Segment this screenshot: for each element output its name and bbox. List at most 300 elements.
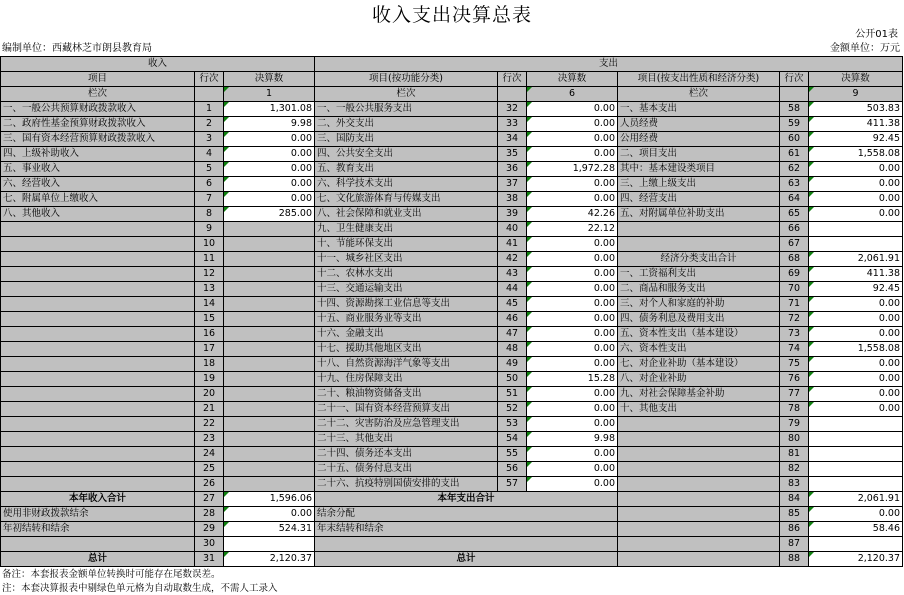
expense-func-amount[interactable]: 0.00: [527, 297, 618, 312]
expense-func-amount[interactable]: 0.00: [527, 147, 618, 162]
income-rowno: 25: [195, 462, 224, 477]
expense-econ-amount[interactable]: 1,558.08: [809, 147, 903, 162]
income-item-label: 八、其他收入: [1, 207, 195, 222]
expense-econ-label: 二、项目支出: [618, 147, 780, 162]
income-rowno: 13: [195, 282, 224, 297]
income-rowno: 23: [195, 432, 224, 447]
income-item-label: [1, 267, 195, 282]
expense-econ-label: 四、债务利息及费用支出: [618, 312, 780, 327]
expense-econ-rowno: 63: [780, 177, 809, 192]
expense-econ-label: 八、对企业补助: [618, 372, 780, 387]
totals-row: [1, 537, 903, 552]
expense-func-label: 十七、援助其他地区支出: [315, 342, 498, 357]
table-body: [1, 102, 903, 492]
expense-func-label: 八、社会保障和就业支出: [315, 207, 498, 222]
income-amount[interactable]: 0.00: [224, 192, 315, 207]
header-columns-row: [1, 72, 903, 87]
footer-note-2: 注：本套决算报表中剔绿色单元格为自动取数生成，不需人工录入: [2, 583, 278, 594]
begin-label: 年初结转和结余: [1, 522, 195, 537]
expense-func-amount[interactable]: 0.00: [527, 402, 618, 417]
income-rowno: 5: [195, 162, 224, 177]
expense-econ-amount[interactable]: [809, 432, 903, 447]
expense-econ-rowno: 69: [780, 267, 809, 282]
table-row: [1, 252, 903, 267]
income-amount[interactable]: 0.00: [224, 162, 315, 177]
table-row: [1, 402, 903, 417]
expense-econ-amount[interactable]: [809, 447, 903, 462]
blank-rowno: 30: [195, 537, 224, 552]
income-rowno: 22: [195, 417, 224, 432]
income-amount[interactable]: [224, 402, 315, 417]
table-row: [1, 117, 903, 132]
income-amount[interactable]: [224, 342, 315, 357]
income-rowno: 26: [195, 477, 224, 492]
lanci-col-9: 9: [809, 87, 903, 102]
expense-econ-amount[interactable]: 92.45: [809, 282, 903, 297]
income-item-label: [1, 447, 195, 462]
totals-row: [1, 522, 903, 537]
income-item-label: [1, 357, 195, 372]
grand-total-blank: [618, 552, 780, 567]
expense-econ-label: 三、上缴上级支出: [618, 177, 780, 192]
expense-func-rowno: 53: [498, 417, 527, 432]
report-title: 收入支出决算总表: [371, 4, 532, 26]
lanci-empty: [780, 87, 809, 102]
expense-econ-amount[interactable]: 503.83: [809, 102, 903, 117]
income-amount[interactable]: 0.00: [224, 177, 315, 192]
expense-func-label: 十五、商业服务业等支出: [315, 312, 498, 327]
expense-econ-amount[interactable]: 0.00: [809, 162, 903, 177]
grand-total-expense-value[interactable]: 2,120.37: [809, 552, 903, 567]
reporting-unit: 编制单位：西藏林芝市朗县教育局: [2, 43, 152, 54]
expense-func-amount[interactable]: 1,972.28: [527, 162, 618, 177]
grand-total-row: [1, 552, 903, 567]
income-amount[interactable]: [224, 282, 315, 297]
expense-econ-amount[interactable]: 0.00: [809, 387, 903, 402]
table-row: [1, 297, 903, 312]
expense-total-value[interactable]: 2,061.91: [809, 492, 903, 507]
header-income: 收入: [1, 57, 315, 72]
income-rowno: 4: [195, 147, 224, 162]
table-row: [1, 237, 903, 252]
expense-econ-rowno: 64: [780, 192, 809, 207]
blank-value[interactable]: [224, 537, 315, 552]
expense-econ-label: 十、其他支出: [618, 402, 780, 417]
expense-econ-label: [618, 237, 780, 252]
expense-econ-rowno: 82: [780, 462, 809, 477]
lanci-label: 栏次: [1, 87, 195, 102]
income-total-label: 本年收入合计: [1, 492, 195, 507]
expense-econ-amount[interactable]: 0.00: [809, 402, 903, 417]
table-row: [1, 222, 903, 237]
income-amount[interactable]: 0.00: [224, 147, 315, 162]
income-item-label: [1, 297, 195, 312]
grand-total-rowno: 88: [780, 552, 809, 567]
expense-func-rowno: 43: [498, 267, 527, 282]
table-row: [1, 282, 903, 297]
surplus-dist-label: 结余分配: [315, 507, 618, 522]
grand-total-label: 总计: [1, 552, 195, 567]
header-item-func: 项目(按功能分类): [315, 72, 498, 87]
expense-func-amount[interactable]: 15.28: [527, 372, 618, 387]
expense-func-amount[interactable]: 0.00: [527, 327, 618, 342]
income-amount[interactable]: [224, 267, 315, 282]
expense-econ-amount[interactable]: 0.00: [809, 177, 903, 192]
expense-econ-label: 三、对个人和家庭的补助: [618, 297, 780, 312]
surplus-dist-value[interactable]: 0.00: [809, 507, 903, 522]
expense-econ-label: [618, 432, 780, 447]
table-row: [1, 447, 903, 462]
expense-func-amount[interactable]: 0.00: [527, 192, 618, 207]
begin-value[interactable]: 524.31: [224, 522, 315, 537]
lanci-label: 栏次: [618, 87, 780, 102]
income-item-label: [1, 402, 195, 417]
income-item-label: [1, 237, 195, 252]
income-rowno: 21: [195, 402, 224, 417]
expense-econ-rowno: 70: [780, 282, 809, 297]
expense-func-amount[interactable]: 0.00: [527, 342, 618, 357]
table-row: [1, 357, 903, 372]
expense-econ-label: 人员经费: [618, 117, 780, 132]
expense-econ-label: 七、对企业补助（基本建设）: [618, 357, 780, 372]
blank-rowno: 87: [780, 537, 809, 552]
income-item-label: 七、附属单位上缴收入: [1, 192, 195, 207]
header-rowno: 行次: [195, 72, 224, 87]
expense-econ-rowno: 83: [780, 477, 809, 492]
income-rowno: 17: [195, 342, 224, 357]
grand-total-rowno: 31: [195, 552, 224, 567]
expense-func-label: 十二、农林水支出: [315, 267, 498, 282]
table-row: [1, 432, 903, 447]
expense-econ-label: [618, 417, 780, 432]
expense-func-amount[interactable]: 0.00: [527, 462, 618, 477]
expense-econ-label: 公用经费: [618, 132, 780, 147]
table-row: [1, 192, 903, 207]
income-item-label: [1, 282, 195, 297]
expense-econ-rowno: 60: [780, 132, 809, 147]
expense-econ-rowno: 65: [780, 207, 809, 222]
expense-func-rowno: 37: [498, 177, 527, 192]
table-row: [1, 417, 903, 432]
expense-func-amount[interactable]: 0.00: [527, 357, 618, 372]
income-amount[interactable]: [224, 222, 315, 237]
expense-econ-amount[interactable]: 411.38: [809, 117, 903, 132]
expense-func-label: 二、外交支出: [315, 117, 498, 132]
blank-label: [618, 537, 780, 552]
surplus-dist-rowno: 85: [780, 507, 809, 522]
expense-func-amount[interactable]: 0.00: [527, 477, 618, 492]
income-amount[interactable]: [224, 327, 315, 342]
income-rowno: 1: [195, 102, 224, 117]
expense-func-rowno: 55: [498, 447, 527, 462]
grand-total-label-expense: 总计: [315, 552, 618, 567]
income-amount[interactable]: 9.98: [224, 117, 315, 132]
lanci-empty: [498, 87, 527, 102]
expense-func-amount[interactable]: 0.00: [527, 132, 618, 147]
expense-func-amount[interactable]: 0.00: [527, 312, 618, 327]
expense-econ-amount[interactable]: 1,558.08: [809, 342, 903, 357]
income-amount[interactable]: [224, 357, 315, 372]
expense-econ-label: [618, 462, 780, 477]
expense-econ-rowno: 81: [780, 447, 809, 462]
expense-econ-rowno: 58: [780, 102, 809, 117]
income-rowno: 8: [195, 207, 224, 222]
footer-note-1: 备注：本套报表金额单位转换时可能存在尾数误差。: [2, 569, 221, 580]
expense-econ-amount[interactable]: [809, 222, 903, 237]
expense-func-amount[interactable]: 0.00: [527, 102, 618, 117]
expense-func-rowno: 35: [498, 147, 527, 162]
expense-func-label: 五、教育支出: [315, 162, 498, 177]
header-section-row: [1, 57, 903, 72]
expense-econ-amount[interactable]: 2,061.91: [809, 252, 903, 267]
amount-unit: 金额单位：万元: [830, 43, 900, 54]
blank-label: [1, 537, 195, 552]
end-value[interactable]: 58.46: [809, 522, 903, 537]
table-row: [1, 267, 903, 282]
lanci-col-6: 6: [527, 87, 618, 102]
expense-func-rowno: 39: [498, 207, 527, 222]
expense-econ-rowno: 61: [780, 147, 809, 162]
income-item-label: [1, 327, 195, 342]
income-item-label: 三、国有资本经营预算财政拨款收入: [1, 132, 195, 147]
expense-func-amount[interactable]: 9.98: [527, 432, 618, 447]
expense-func-rowno: 56: [498, 462, 527, 477]
expense-econ-rowno: 77: [780, 387, 809, 402]
totals-section: [1, 492, 903, 567]
expense-func-rowno: 49: [498, 357, 527, 372]
form-code: 公开01表: [855, 29, 898, 40]
expense-econ-rowno: 75: [780, 357, 809, 372]
expense-func-label: 十八、自然资源海洋气象等支出: [315, 357, 498, 372]
header-lanci-row: [1, 87, 903, 102]
expense-econ-rowno: 68: [780, 252, 809, 267]
income-item-label: [1, 372, 195, 387]
income-item-label: 五、事业收入: [1, 162, 195, 177]
end-blank: [618, 522, 780, 537]
expense-func-rowno: 52: [498, 402, 527, 417]
use-fund-rowno: 28: [195, 507, 224, 522]
expense-econ-label: 二、商品和服务支出: [618, 282, 780, 297]
income-item-label: [1, 417, 195, 432]
income-rowno: 10: [195, 237, 224, 252]
header-expense: 支出: [315, 57, 903, 72]
income-item-label: [1, 252, 195, 267]
income-amount[interactable]: [224, 462, 315, 477]
table-row: [1, 327, 903, 342]
end-label: 年末结转和结余: [315, 522, 618, 537]
income-rowno: 9: [195, 222, 224, 237]
expense-econ-label: [618, 477, 780, 492]
table-row: [1, 132, 903, 147]
expense-econ-amount[interactable]: 0.00: [809, 192, 903, 207]
expense-econ-label: [618, 447, 780, 462]
income-rowno: 12: [195, 267, 224, 282]
table-row: [1, 162, 903, 177]
expense-func-label: 二十一、国有资本经营预算支出: [315, 402, 498, 417]
expense-func-label: 九、卫生健康支出: [315, 222, 498, 237]
expense-econ-amount[interactable]: [809, 417, 903, 432]
income-amount[interactable]: 0.00: [224, 132, 315, 147]
expense-econ-amount[interactable]: 411.38: [809, 267, 903, 282]
income-amount[interactable]: [224, 387, 315, 402]
expense-total-label: 本年支出合计: [315, 492, 618, 507]
grand-total-income-value[interactable]: 2,120.37: [224, 552, 315, 567]
expense-func-amount[interactable]: 0.00: [527, 252, 618, 267]
income-item-label: [1, 477, 195, 492]
expense-econ-label: 经济分类支出合计: [618, 252, 780, 267]
surplus-dist-blank: [618, 507, 780, 522]
expense-econ-label: 一、工资福利支出: [618, 267, 780, 282]
expense-func-label: 十三、交通运输支出: [315, 282, 498, 297]
expense-total-blank: [618, 492, 780, 507]
income-amount[interactable]: 1,301.08: [224, 102, 315, 117]
expense-econ-rowno: 62: [780, 162, 809, 177]
income-rowno: 2: [195, 117, 224, 132]
expense-func-amount[interactable]: 0.00: [527, 237, 618, 252]
expense-func-label: 六、科学技术支出: [315, 177, 498, 192]
income-amount[interactable]: [224, 432, 315, 447]
expense-func-label: 十一、城乡社区支出: [315, 252, 498, 267]
expense-func-label: 七、文化旅游体育与传媒支出: [315, 192, 498, 207]
income-amount[interactable]: [224, 372, 315, 387]
expense-econ-amount[interactable]: [809, 237, 903, 252]
table-row: [1, 372, 903, 387]
income-rowno: 3: [195, 132, 224, 147]
expense-func-label: 十九、住房保障支出: [315, 372, 498, 387]
expense-econ-rowno: 71: [780, 297, 809, 312]
expense-func-label: 二十四、债务还本支出: [315, 447, 498, 462]
expense-econ-amount[interactable]: 92.45: [809, 132, 903, 147]
expense-econ-amount[interactable]: 0.00: [809, 327, 903, 342]
table-row: [1, 147, 903, 162]
expense-func-rowno: 36: [498, 162, 527, 177]
expense-econ-rowno: 76: [780, 372, 809, 387]
expense-func-amount[interactable]: 0.00: [527, 282, 618, 297]
expense-func-rowno: 47: [498, 327, 527, 342]
expense-func-rowno: 46: [498, 312, 527, 327]
expense-econ-amount[interactable]: 0.00: [809, 357, 903, 372]
expense-func-label: 一、一般公共服务支出: [315, 102, 498, 117]
expense-econ-amount[interactable]: [809, 477, 903, 492]
expense-econ-rowno: 78: [780, 402, 809, 417]
expense-func-amount[interactable]: 0.00: [527, 117, 618, 132]
income-rowno: 24: [195, 447, 224, 462]
use-fund-label: 使用非财政拨款结余: [1, 507, 195, 522]
expense-func-amount[interactable]: 0.00: [527, 387, 618, 402]
expense-econ-label: 九、对社会保障基金补助: [618, 387, 780, 402]
expense-func-rowno: 50: [498, 372, 527, 387]
income-item-label: [1, 342, 195, 357]
table-row: [1, 387, 903, 402]
expense-func-label: 二十、粮油物资储备支出: [315, 387, 498, 402]
income-amount[interactable]: [224, 252, 315, 267]
header-amount: 决算数: [224, 72, 315, 87]
income-item-label: [1, 387, 195, 402]
income-item-label: 一、一般公共预算财政拨款收入: [1, 102, 195, 117]
income-amount[interactable]: [224, 297, 315, 312]
blank-value[interactable]: [809, 537, 903, 552]
expense-func-amount[interactable]: 0.00: [527, 417, 618, 432]
income-amount[interactable]: 285.00: [224, 207, 315, 222]
expense-econ-amount[interactable]: [809, 462, 903, 477]
table-row: [1, 462, 903, 477]
expense-econ-label: 五、对附属单位补助支出: [618, 207, 780, 222]
header-amount: 决算数: [809, 72, 903, 87]
expense-func-amount[interactable]: 0.00: [527, 267, 618, 282]
expense-econ-rowno: 74: [780, 342, 809, 357]
expense-econ-rowno: 59: [780, 117, 809, 132]
expense-func-label: 二十二、灾害防治及应急管理支出: [315, 417, 498, 432]
income-rowno: 6: [195, 177, 224, 192]
income-amount[interactable]: [224, 447, 315, 462]
table-row: [1, 477, 903, 492]
income-amount[interactable]: [224, 417, 315, 432]
header-rowno: 行次: [498, 72, 527, 87]
expense-func-label: 四、公共安全支出: [315, 147, 498, 162]
expense-econ-label: 五、资本性支出（基本建设）: [618, 327, 780, 342]
expense-econ-amount[interactable]: 0.00: [809, 207, 903, 222]
expense-func-label: 十、节能环保支出: [315, 237, 498, 252]
income-amount[interactable]: [224, 237, 315, 252]
expense-econ-rowno: 66: [780, 222, 809, 237]
income-rowno: 7: [195, 192, 224, 207]
income-total-value[interactable]: 1,596.06: [224, 492, 315, 507]
header-rowno: 行次: [780, 72, 809, 87]
end-rowno: 86: [780, 522, 809, 537]
lanci-empty: [195, 87, 224, 102]
expense-func-label: 三、国防支出: [315, 132, 498, 147]
expense-func-amount[interactable]: 0.00: [527, 177, 618, 192]
expense-econ-rowno: 73: [780, 327, 809, 342]
expense-func-label: 十四、资源勘探工业信息等支出: [315, 297, 498, 312]
begin-rowno: 29: [195, 522, 224, 537]
use-fund-value[interactable]: 0.00: [224, 507, 315, 522]
totals-row: [1, 507, 903, 522]
expense-func-amount[interactable]: 22.12: [527, 222, 618, 237]
expense-econ-label: 一、基本支出: [618, 102, 780, 117]
expense-econ-amount[interactable]: 0.00: [809, 297, 903, 312]
income-rowno: 15: [195, 312, 224, 327]
expense-func-amount[interactable]: 0.00: [527, 447, 618, 462]
income-rowno: 19: [195, 372, 224, 387]
expense-func-rowno: 45: [498, 297, 527, 312]
expense-econ-label: [618, 222, 780, 237]
table-row: [1, 177, 903, 192]
table-row: [1, 312, 903, 327]
income-amount[interactable]: [224, 477, 315, 492]
income-item-label: 六、经营收入: [1, 177, 195, 192]
expense-func-label: 十六、金融支出: [315, 327, 498, 342]
income-total-rowno: 27: [195, 492, 224, 507]
income-item-label: 二、政府性基金预算财政拨款收入: [1, 117, 195, 132]
expense-econ-amount[interactable]: 0.00: [809, 312, 903, 327]
expense-func-rowno: 48: [498, 342, 527, 357]
expense-func-rowno: 54: [498, 432, 527, 447]
income-item-label: 四、上级补助收入: [1, 147, 195, 162]
lanci-col-1: 1: [224, 87, 315, 102]
budget-summary-table: [0, 56, 903, 567]
expense-func-rowno: 44: [498, 282, 527, 297]
expense-func-amount[interactable]: 42.26: [527, 207, 618, 222]
income-amount[interactable]: [224, 312, 315, 327]
expense-total-rowno: 84: [780, 492, 809, 507]
expense-func-rowno: 33: [498, 117, 527, 132]
expense-econ-amount[interactable]: 0.00: [809, 372, 903, 387]
income-rowno: 18: [195, 357, 224, 372]
expense-econ-rowno: 80: [780, 432, 809, 447]
expense-econ-rowno: 72: [780, 312, 809, 327]
expense-func-rowno: 34: [498, 132, 527, 147]
